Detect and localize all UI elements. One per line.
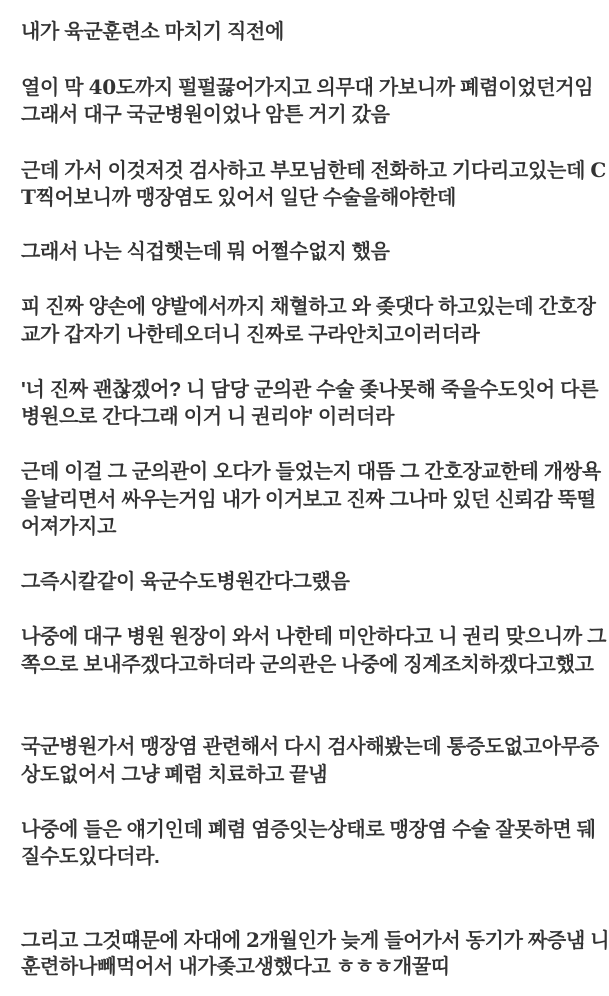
post-paragraph — [21, 927, 609, 982]
post-paragraph — [21, 569, 582, 597]
post-line: 상도없어서 그냥 폐렴 치료하고 끝냄 — [21, 763, 328, 786]
post-line: 그즉시칼같이 육군수도병원간다그랬음 — [21, 571, 350, 593]
post-paragraph — [21, 294, 596, 349]
post-line: 열이 막 40도까지 펄펄끓어가지고 의무대 가보니까 폐렴이었던거임 — [21, 75, 594, 99]
post-paragraph — [21, 239, 582, 267]
post-line: 나중에 대구 병원 원장이 와서 나한테 미안하다고 니 권리 맞으니까 그 — [21, 626, 607, 648]
post-line: 교가 갑자기 나한테오더니 진짜로 구라안치고이러더라 — [21, 323, 480, 346]
latin-text: 40 — [88, 75, 116, 99]
post-line: T찍어보니까 맹장염도 있어서 일단 수술을해야한데 — [21, 185, 457, 209]
post-line: 그리고 그것떄문에 자대에 2개월인가 늦게 들어가서 동기가 짜증냄 니 — [21, 927, 609, 952]
post-line: 그래서 나는 식겁햇는데 뭐 어쩔수없지 했음 — [21, 241, 390, 263]
post-paragraph — [21, 817, 596, 872]
post-paragraph — [21, 377, 599, 432]
post-line: 피 진짜 양손에 양발에서까지 채혈하고 와 좆댓다 하고있는데 간호장 — [21, 296, 596, 318]
latin-text: T — [21, 185, 36, 209]
post-line: 근데 이걸 그 군의관이 오다가 들었는지 대뜸 그 간호장교한테 개쌍욕 — [21, 461, 601, 483]
blank-line — [21, 707, 582, 735]
post-paragraph — [21, 734, 599, 789]
post-line: 내가 육군훈련소 마치기 직전에 — [21, 21, 285, 43]
latin-text: C — [590, 157, 606, 182]
post-line: 훈련하나빼먹어서 내가좆고생했다고 ㅎㅎㅎ개꿀띠 — [21, 956, 450, 978]
post-paragraph — [21, 74, 594, 129]
post-line: 나중에 들은 얘기인데 폐렴 염증잇는상태로 맹장염 수술 잘못하면 뒈 — [21, 818, 596, 841]
post-line: 근데 가서 이것저것 검사하고 부모님한테 전화하고 기다리고있는데 C — [21, 157, 606, 182]
post-line: 그래서 대구 국군병원이었나 암튼 거기 갔음 — [21, 103, 390, 126]
post-line: 어져가지고 — [21, 516, 117, 538]
post-paragraph — [21, 459, 601, 542]
post-line: 병원으로 간다그래 이거 니 권리야' 이러더라 — [21, 406, 395, 428]
blank-line — [21, 899, 582, 927]
post-paragraph — [21, 157, 606, 212]
post-line: 을날리면서 싸우는거임 내가 이거보고 진짜 그나마 있던 신뢰감 뚝떨 — [21, 488, 596, 511]
post-line: 국군병원가서 맹장염 관련해서 다시 검사해봤는데 통증도없고아무증 — [21, 736, 599, 758]
post-line: '너 진짜 괜찮겠어? 니 담당 군의관 수술 좆나못해 죽을수도잇어 다른 — [21, 378, 599, 401]
latin-text: 2 — [246, 927, 260, 952]
post-paragraph — [21, 624, 607, 679]
post-line: 쪽으로 보내주겠다고하더라 군의관은 나중에 징계조치하겠다고했고 — [21, 653, 594, 676]
post-line: 질수도있다더라. — [21, 846, 160, 868]
post-paragraph — [21, 19, 582, 47]
